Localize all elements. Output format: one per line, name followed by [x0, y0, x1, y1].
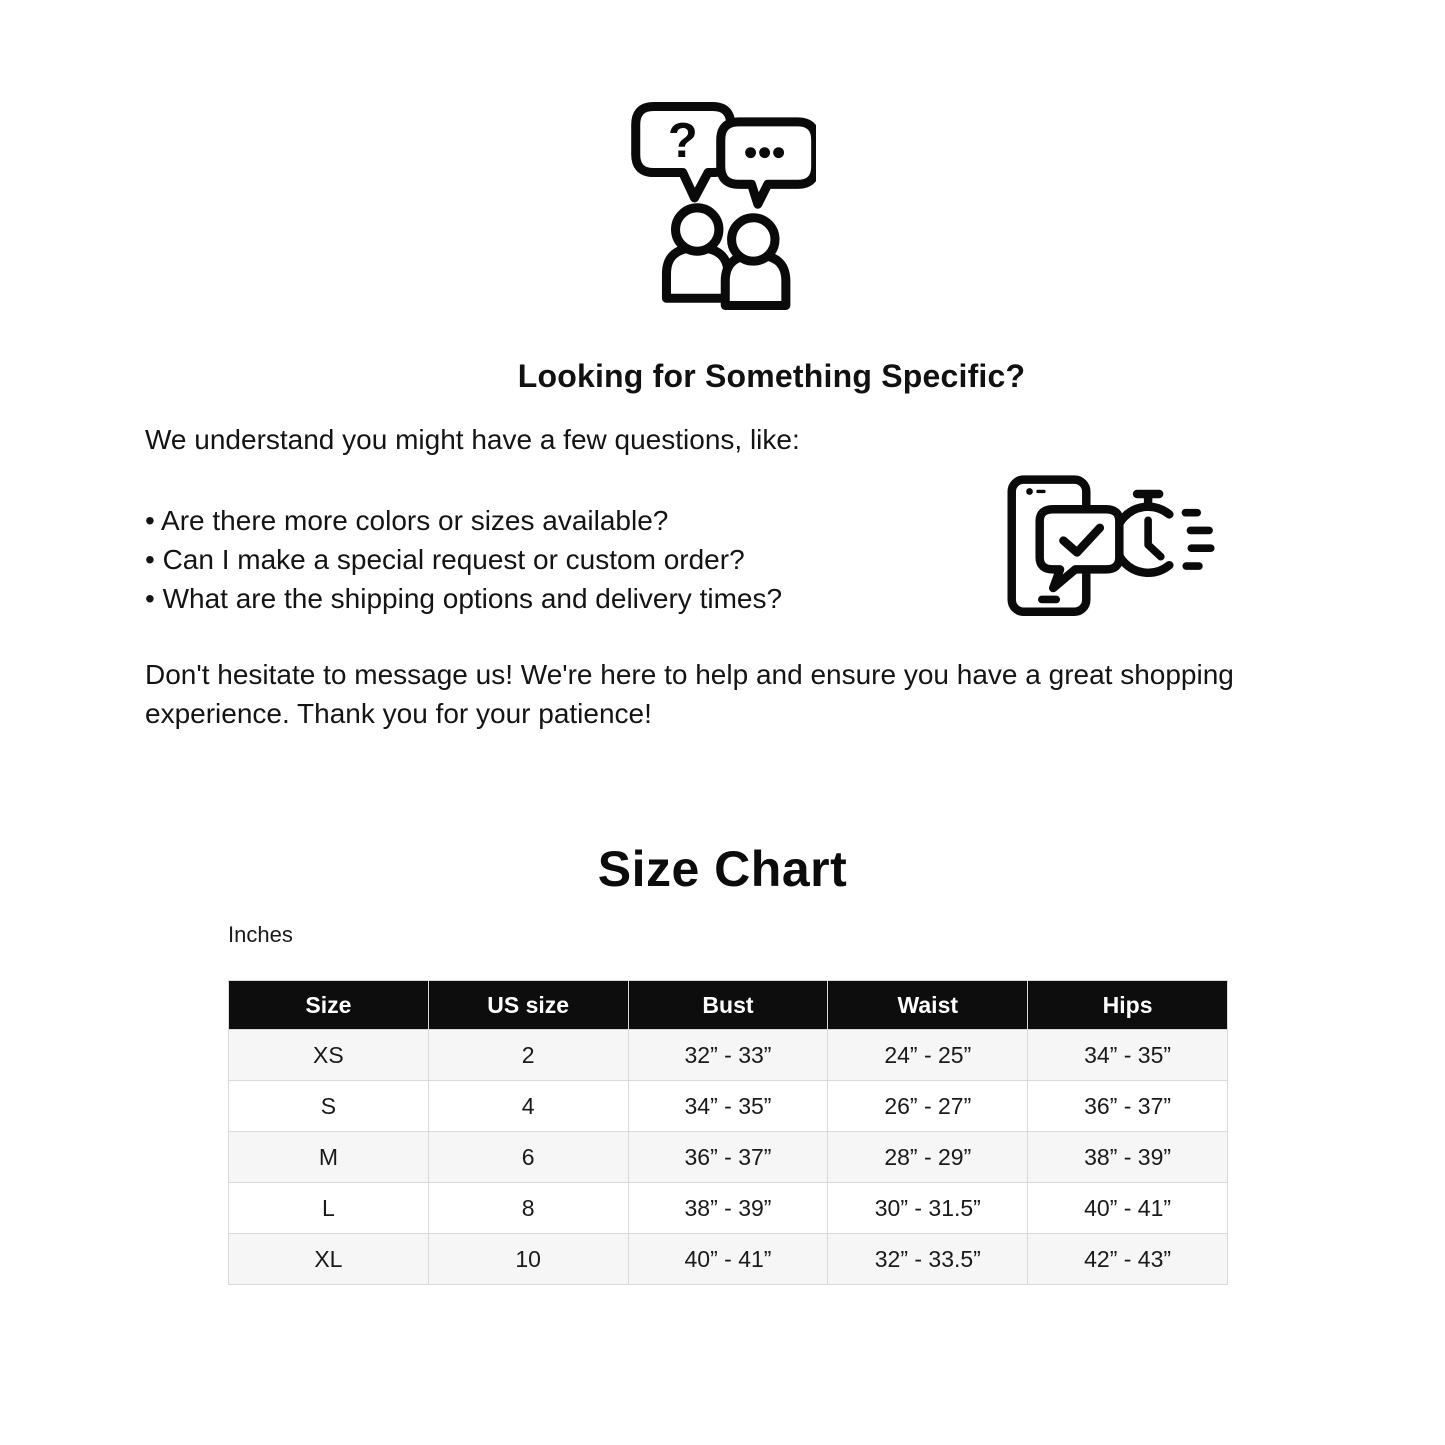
person-right-head — [732, 218, 775, 261]
question-item: • Can I make a special request or custom order? — [145, 544, 745, 575]
phone-home-bar — [1038, 596, 1060, 604]
intro-text: We understand you might have a few questions, like: — [145, 424, 800, 455]
table-cell: 10 — [428, 1234, 628, 1285]
question-mark-glyph: ? — [667, 114, 698, 169]
table-cell: 26” - 27” — [828, 1081, 1028, 1132]
table-cell: XS — [229, 1030, 429, 1081]
table-cell: 36” - 37” — [1028, 1081, 1228, 1132]
person-left-head — [676, 208, 719, 251]
page-title: Looking for Something Specific? — [517, 358, 1026, 394]
table-row-l — [229, 1183, 1228, 1234]
table-cell: 2 — [428, 1030, 628, 1081]
table-cell: L — [229, 1183, 429, 1234]
table-cell: XL — [229, 1234, 429, 1285]
table-row-xs — [229, 1030, 1228, 1081]
header-cell-bust: Bust — [628, 981, 828, 1030]
table-cell: M — [229, 1132, 429, 1183]
phone-camera-dot — [1026, 488, 1033, 495]
table-row-xl — [229, 1234, 1228, 1285]
table-cell: 34” - 35” — [628, 1081, 828, 1132]
size-chart-title: Size Chart — [597, 841, 848, 897]
header-cell-hips: Hips — [1028, 981, 1228, 1030]
table-cell: 42” - 43” — [1028, 1234, 1228, 1285]
question-list — [145, 501, 782, 618]
table-cell: 28” - 29” — [828, 1132, 1028, 1183]
table-cell: 6 — [428, 1132, 628, 1183]
phone-message-stopwatch-icon — [1004, 472, 1216, 616]
table-row-m — [229, 1132, 1228, 1183]
stopwatch-hand — [1148, 520, 1161, 556]
units-label: Inches — [228, 922, 293, 947]
dots-glyph — [745, 147, 784, 158]
table-cell: 40” - 41” — [628, 1234, 828, 1285]
question-item: • What are the shipping options and delivery times? — [145, 583, 783, 614]
table-cell: 34” - 35” — [1028, 1030, 1228, 1081]
table-cell: 8 — [428, 1183, 628, 1234]
size-chart-table — [228, 980, 1228, 1285]
table-cell: 40” - 41” — [1028, 1183, 1228, 1234]
table-cell: 38” - 39” — [628, 1183, 828, 1234]
table-cell: 32” - 33.5” — [828, 1234, 1028, 1285]
dots-bubble — [721, 122, 816, 204]
table-header-row — [229, 981, 1228, 1030]
table-cell: 4 — [428, 1081, 628, 1132]
closing-text: Don't hesitate to message us! We're here to help and ensure you have a great shopping experience. Thank you for your patience! — [145, 659, 1234, 729]
table-cell: 32” - 33” — [628, 1030, 828, 1081]
table-row-s — [229, 1081, 1228, 1132]
table-cell: 38” - 39” — [1028, 1132, 1228, 1183]
header-cell-waist: Waist — [828, 981, 1028, 1030]
table-cell: 36” - 37” — [628, 1132, 828, 1183]
chat-people-icon — [630, 102, 816, 310]
table-cell: 30” - 31.5” — [828, 1183, 1028, 1234]
header-cell-us-size: US size — [428, 981, 628, 1030]
question-item: • Are there more colors or sizes available? — [145, 505, 669, 536]
header-cell-size: Size — [229, 981, 429, 1030]
table-cell: 24” - 25” — [828, 1030, 1028, 1081]
stopwatch — [1115, 494, 1211, 573]
table-cell: S — [229, 1081, 429, 1132]
